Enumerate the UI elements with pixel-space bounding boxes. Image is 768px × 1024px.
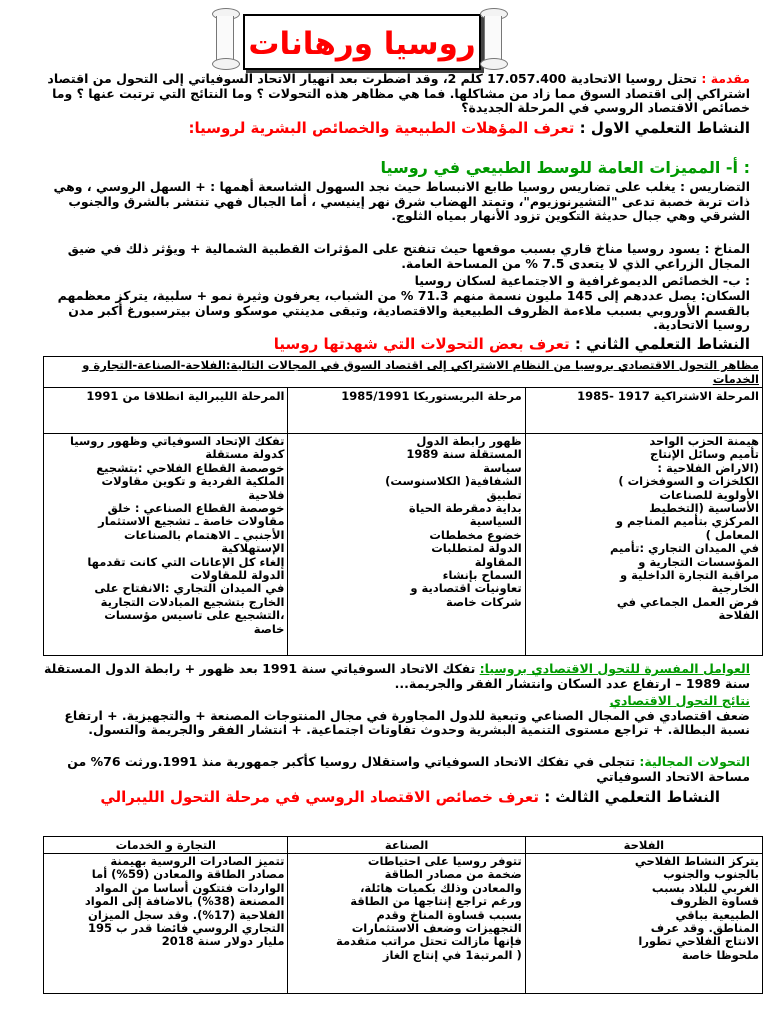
list-item: المركزي بتأميم المناجم و [615, 514, 759, 529]
list-item: التجاري الروسي فائضا قدر ب 195 [88, 921, 285, 936]
list-item: الفلاحية (17%). وقد سجل الميزان [88, 907, 285, 922]
list-item: شركات خاصة [446, 594, 522, 609]
scroll-ornament-right-icon [478, 8, 508, 70]
activity2-heading [40, 336, 750, 353]
table2-header-agriculture: الفلاحة [525, 837, 762, 854]
list-item: الأولوية للصناعات [659, 487, 759, 502]
activity2-label: النشاط التعلمي الثاني : [574, 335, 750, 353]
list-item: والمعادن وذلك بكميات هائلة، [360, 880, 522, 895]
list-item: الدولة لمتطلبات [431, 541, 522, 556]
spatial-label: التحولات المجالية: [639, 754, 750, 769]
page-title: روسيا ورهانات [248, 26, 476, 62]
results-text: ضعف اقتصادي في المجال الصناعي وتبعية للدول المجاورة في مجال المنتوجات المصنعة + والتجهيزية. + ارتفاع نسبة البطالة. + تراجع مستوى التنمية البشرية وحدوث تفاوتات اجتماعية. + انتشار الفقر والجريمة والتسول. [64, 707, 750, 738]
list-item: المستقلة سنة 1989 [406, 447, 522, 462]
list-item: خضوع مخططات [429, 527, 522, 542]
list-item: ،التشجيع على تاسيس مؤسسات [104, 608, 285, 623]
list-item: كدولة مستقلة [205, 447, 285, 462]
list-item: خاصة [253, 621, 285, 636]
table2-cell-agriculture [525, 854, 762, 994]
list-item: مراقبة التجارة الداخلية و [619, 568, 759, 583]
activity3-label: النشاط التعلمي الثالث : [544, 788, 720, 806]
list-item: بالجنوب والجنوب [663, 867, 759, 882]
spatial-paragraph [40, 755, 750, 784]
list-item: الأساسية (التخطيط [649, 501, 759, 516]
list-item: في الميدان التجاري :تأميم [609, 541, 759, 556]
table1-cell-perestroika [288, 434, 525, 656]
intro-label: مقدمة : [701, 71, 750, 86]
title-banner [243, 14, 481, 70]
list-item: الغربي للبلاد بسبب [651, 880, 759, 895]
activity1-heading [40, 120, 750, 137]
transformations-table [43, 356, 763, 656]
list-item: ضخمة من مصادر الطاقة [384, 867, 522, 882]
list-item: تأميم وسائل الإنتاج [650, 447, 759, 462]
list-item: الملكية الفردية و تكوين مقاولات [101, 474, 285, 489]
results-paragraph [40, 694, 750, 738]
list-item: الانتاج الفلاحي تطورا [638, 934, 759, 949]
list-item: المصنعة (38%) بالاضافة إلى المواد [84, 894, 285, 909]
list-item: (الاراض الفلاحية : [657, 460, 759, 475]
list-item: يتركز النشاط الفلاحي [634, 854, 759, 868]
activity3-heading [60, 789, 720, 806]
list-item: الشفافية( الكلاسنوست) [385, 474, 522, 489]
list-item: تعاونيات اقتصادية و [410, 581, 522, 596]
factors-label: العوامل المفسرة للتحول الاقتصادي بروسيا: [479, 661, 750, 676]
table2-cell-industry [288, 854, 525, 994]
population-paragraph: السكان: يصل عددهم إلى 145 مليون نسمة منهم 71.3 % من الشباب، يعرفون وثيرة نمو + سلبية، يتركز معظمهم بالقسم الأوروبي بسبب ملاءمة الظروف الطبيعية والاقتصادية، وتبقى مدينتي موسكو وسان بيترسبورغ أكبر مدن روسيا الاتحادية. [57, 288, 750, 333]
list-item: الإستهلاكية [221, 541, 285, 556]
list-item: الطبيعية بباقي [675, 907, 759, 922]
table2-header-industry: الصناعة [288, 837, 525, 854]
list-item: تفكك الإتحاد السوفياتي وظهور روسيا [69, 434, 285, 448]
list-item: ظهور رابطة الدول [416, 434, 522, 448]
list-item: ملحوظا خاصة [681, 947, 759, 962]
table1-cell-liberal [44, 434, 288, 656]
list-item: بسبب قساوة المناخ وقدم [376, 907, 522, 922]
list-item: فلاحية [248, 487, 285, 502]
intro-paragraph [40, 72, 750, 116]
climate-paragraph: المناخ : يسود روسيا مناخ قاري بسبب موقعها حيث تنفتح على المؤثرات القطبية الشمالية + ويؤثر ذلك في ضيق المجال الزراعي الذي لا يتعدى 7.5 % من المساحة العامة. [67, 241, 750, 271]
activity1-label: النشاط التعلمي الاول : [579, 119, 750, 137]
list-item: ورغم تراجع إنتاجها من الطاقة [350, 894, 522, 909]
list-item: خوصصة القطاع الصناعي : خلق [107, 501, 285, 516]
list-item: ( المرتبة1 في إنتاج الغاز [382, 947, 522, 962]
list-item: هيمنة الحزب الواحد [649, 434, 759, 448]
list-item: الدولة للمقاولات [190, 568, 285, 583]
table1-header-perestroika: مرحلة البريستوريكا 1985/1991 [288, 388, 525, 434]
activity2-text: تعرف بعض التحولات التي شهدتها روسيا [273, 335, 575, 353]
economy-table [43, 836, 763, 994]
activity3-text: تعرف خصائص الاقتصاد الروسي في مرحلة التحول الليبرالي [100, 788, 545, 806]
scroll-ornament-left-icon [210, 8, 240, 70]
table1-header-liberal: المرحلة الليبرالية انطلاقا من 1991 [44, 388, 288, 434]
list-item: فرض العمل الجماعي في [616, 594, 759, 609]
list-item: مليار دولار سنة 2018 [161, 934, 285, 949]
list-item: المؤسسات التجارية و [638, 554, 759, 569]
results-label: نتائج التحول الاقتصادي [609, 693, 750, 708]
list-item: سياسة [483, 460, 522, 475]
list-item: التجهيزات وضعف الاستثمارات [351, 921, 522, 936]
list-item: تطبيق [486, 487, 522, 502]
list-item: تتميز الصادرات الروسية بهيمنة [110, 854, 285, 868]
factors-text: تفكك الاتحاد السوفياتي سنة 1991 بعد ظهور + رابطة الدول المستقلة سنة 1989 – ارتفاع عدد السكان وانتشار الفقر والجريمة... [44, 661, 750, 691]
spatial-text: تتجلى في تفكك الاتحاد السوفياتي واستقلال روسيا كأكبر جمهورية منذ 1991.ورثت 76% من مساحة الاتحاد السوفياتي [67, 754, 750, 784]
list-item: خوصصة القطاع الفلاحي :بتشجيع [96, 460, 285, 475]
list-item: الأجنبي ـ الاهتمام بالصناعات [124, 527, 285, 542]
list-item: مصادر الطاقة والمعادن (59%) أما [91, 867, 285, 882]
list-item: إلغاء كل الإعانات التي كانت تقدمها [87, 554, 285, 569]
list-item: بداية دمقرطة الحياة [408, 501, 522, 516]
list-item: قساوة الظروف [670, 894, 759, 909]
list-item: مقاولات خاصة ـ تشجيع الاستثمار [98, 514, 285, 529]
table2-header-trade: التجارة و الخدمات [44, 837, 288, 854]
list-item: المقاولة [474, 554, 522, 569]
section-a-heading: : أ- المميزات العامة للوسط الطبيعي في روسيا [380, 158, 750, 177]
table2-cell-trade [44, 854, 288, 994]
activity1-text: تعرف المؤهلات الطبيعية والخصائص البشرية لروسيا: [188, 119, 580, 137]
list-item: تتوفر روسيا على احتياطات [367, 854, 522, 868]
list-item: الخارج بتشجيع المبادلات التجارية [100, 594, 285, 609]
list-item: السماح بإنشاء [442, 568, 522, 583]
list-item: في الميدان التجاري :الانفتاح على [94, 581, 285, 596]
table1-caption: مظاهر التحول الاقتصادي بروسيا من النظام الاشتراكي إلى اقتصاد السوق في المجالات التالية:الفلاحة-الصناعة-التجارة و الخدمات [44, 357, 763, 388]
intro-text: تحتل روسيا الاتحادية 17.057.400 كلم 2، وقد اضطرت بعد انهيار الاتحاد السوفياتي إلى التحول من اقتصاد اشتراكي إلى اقتصاد السوق مما زاد من مشاكلها. فما هي مظاهر هذه التحولات ؟ وما النتائج التي ترتبت عنها ؟ وما خصائص الاقتصاد الروسي في المرحلة الجديدة؟ [47, 71, 750, 116]
list-item: السياسية [469, 514, 522, 529]
list-item: الكلخزات و السوفخزات ) [618, 474, 759, 489]
factors-paragraph [40, 662, 750, 691]
relief-paragraph: التضاريس : يغلب على تضاريس روسيا طابع الانبساط حيث نجد السهول الشاسعة أهمها : + السهل الروسي ، وهي ذات تربة خصبة تدعى "التشيرنوزيوم"، وتمتد الهضاب شرق نهر إينيسي ، أما الجبال فهي تنتشر بالشرق والجنوب الشرقي وهي جبال حديثة التكوين تزود الأنهار بمياه الثلوج. [53, 179, 750, 224]
list-item: فإنها مازالت تحتل مراتب متقدمة [336, 934, 522, 949]
list-item: الواردات فتتكون أساسا من المواد [94, 880, 285, 895]
list-item: الفلاحة [718, 608, 759, 623]
list-item: المعامل ) [705, 527, 759, 542]
table1-header-socialist: المرحلة الاشتراكية 1917 -1985 [525, 388, 762, 434]
list-item: المناطق. وقد عرف [650, 921, 759, 936]
list-item: الخارجية [711, 581, 759, 596]
section-b-heading: : ب- الخصائص الديموغرافية و الاجتماعية لسكان روسيا [414, 273, 750, 288]
table1-cell-socialist [525, 434, 762, 656]
